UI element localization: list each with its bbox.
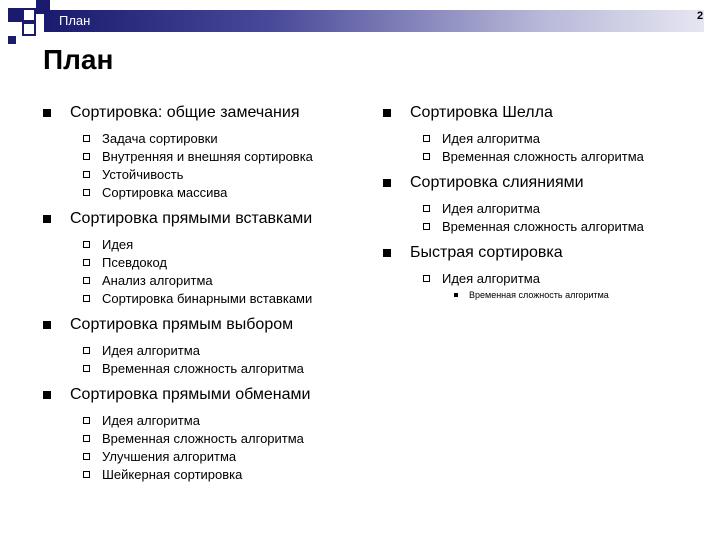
outline-subitem: [43, 342, 363, 360]
hollow-square-bullet-icon: [83, 417, 90, 424]
corner-square-outline-2: [22, 22, 36, 36]
subitem-label: Анализ алгоритма: [102, 273, 213, 288]
subitem-label: Улучшения алгоритма: [102, 449, 237, 464]
left-outline-column: [43, 103, 363, 491]
topic-label: Сортировка: общие замечания: [70, 104, 300, 121]
outline-section: [43, 209, 363, 308]
outline-subitem: [43, 290, 363, 308]
outline-subitem: [383, 148, 713, 166]
hollow-square-bullet-icon: [423, 205, 430, 212]
subitem-label: Идея алгоритма: [102, 343, 200, 358]
outline-subitem: [43, 130, 363, 148]
subitem-label: Внутренняя и внешняя сортировка: [102, 149, 313, 164]
subitem-label: Псевдокод: [102, 255, 168, 270]
subitem-label: Временная сложность алгоритма: [102, 431, 304, 446]
small-square-bullet-icon: [454, 293, 458, 297]
outline-subitem: [383, 200, 713, 218]
square-bullet-icon: [383, 249, 391, 257]
subsubitem-label: Временная сложность алгоритма: [469, 290, 609, 300]
square-bullet-icon: [43, 391, 51, 399]
hollow-square-bullet-icon: [83, 365, 90, 372]
topic-label: Сортировка прямым выбором: [70, 316, 294, 333]
outline-subitem: [43, 412, 363, 430]
outline-subitem: [43, 360, 363, 378]
corner-square-dark-1: [8, 8, 22, 22]
outline-subitem: [43, 466, 363, 484]
hollow-square-bullet-icon: [83, 153, 90, 160]
outline-topic: [43, 315, 363, 335]
subitem-label: Идея алгоритма: [442, 201, 540, 216]
outline-topic: [383, 173, 713, 193]
corner-square-dark-3: [8, 36, 16, 44]
subitem-label: Идея алгоритма: [442, 131, 540, 146]
subitem-label: Идея алгоритма: [102, 413, 200, 428]
square-bullet-icon: [383, 179, 391, 187]
square-bullet-icon: [43, 321, 51, 329]
subitem-label: Сортировка массива: [102, 185, 228, 200]
square-bullet-icon: [43, 109, 51, 117]
hollow-square-bullet-icon: [83, 259, 90, 266]
subitem-label: Сортировка бинарными вставками: [102, 291, 313, 306]
hollow-square-bullet-icon: [83, 241, 90, 248]
topic-label: Сортировка прямыми обменами: [70, 386, 311, 403]
hollow-square-bullet-icon: [83, 135, 90, 142]
hollow-square-bullet-icon: [83, 295, 90, 302]
hollow-square-bullet-icon: [83, 453, 90, 460]
square-bullet-icon: [383, 109, 391, 117]
outline-section: [383, 103, 713, 166]
subitem-label: Временная сложность алгоритма: [102, 361, 304, 376]
hollow-square-bullet-icon: [83, 471, 90, 478]
corner-square-outline-1: [22, 8, 36, 22]
hollow-square-bullet-icon: [83, 435, 90, 442]
outline-subitem: [383, 130, 713, 148]
outline-subitem: [383, 218, 713, 236]
hollow-square-bullet-icon: [83, 189, 90, 196]
outline-subitem: [43, 254, 363, 272]
header-bar: [44, 10, 704, 32]
square-bullet-icon: [43, 215, 51, 223]
right-outline-column: [383, 103, 713, 309]
outline-subitem: [43, 184, 363, 202]
outline-section: [43, 385, 363, 484]
outline-subitem: [43, 430, 363, 448]
outline-section: [383, 243, 713, 302]
subitem-label: Задача сортировки: [102, 131, 218, 146]
hollow-square-bullet-icon: [423, 223, 430, 230]
header-title: План: [59, 13, 91, 28]
slide-title: План: [43, 44, 114, 75]
outline-subitem: [43, 166, 363, 184]
outline-section: [43, 103, 363, 202]
outline-topic: [43, 209, 363, 229]
outline-topic: [383, 103, 713, 123]
hollow-square-bullet-icon: [83, 347, 90, 354]
outline-section: [383, 173, 713, 236]
outline-topic: [383, 243, 713, 263]
outline-subitem: [43, 272, 363, 290]
subitem-label: Временная сложность алгоритма: [442, 219, 644, 234]
subitem-label: Идея алгоритма: [442, 271, 540, 286]
page-number: 2: [697, 10, 704, 22]
outline-subitem: [43, 236, 363, 254]
outline-topic: [43, 103, 363, 123]
hollow-square-bullet-icon: [83, 277, 90, 284]
topic-label: Сортировка Шелла: [410, 104, 553, 121]
outline-topic: [43, 385, 363, 405]
subitem-label: Шейкерная сортировка: [102, 467, 243, 482]
outline-subitem: [383, 270, 713, 288]
topic-label: Сортировка слияниями: [410, 174, 584, 191]
topic-label: Быстрая сортировка: [410, 244, 563, 261]
hollow-square-bullet-icon: [423, 153, 430, 160]
outline-subitem: [43, 148, 363, 166]
outline-section: [43, 315, 363, 378]
subitem-label: Идея: [102, 237, 134, 252]
hollow-square-bullet-icon: [83, 171, 90, 178]
subitem-label: Временная сложность алгоритма: [442, 149, 644, 164]
hollow-square-bullet-icon: [423, 275, 430, 282]
subitem-label: Устойчивость: [102, 167, 184, 182]
hollow-square-bullet-icon: [423, 135, 430, 142]
topic-label: Сортировка прямыми вставками: [70, 210, 313, 227]
outline-subsubitem: [383, 288, 713, 302]
outline-subitem: [43, 448, 363, 466]
